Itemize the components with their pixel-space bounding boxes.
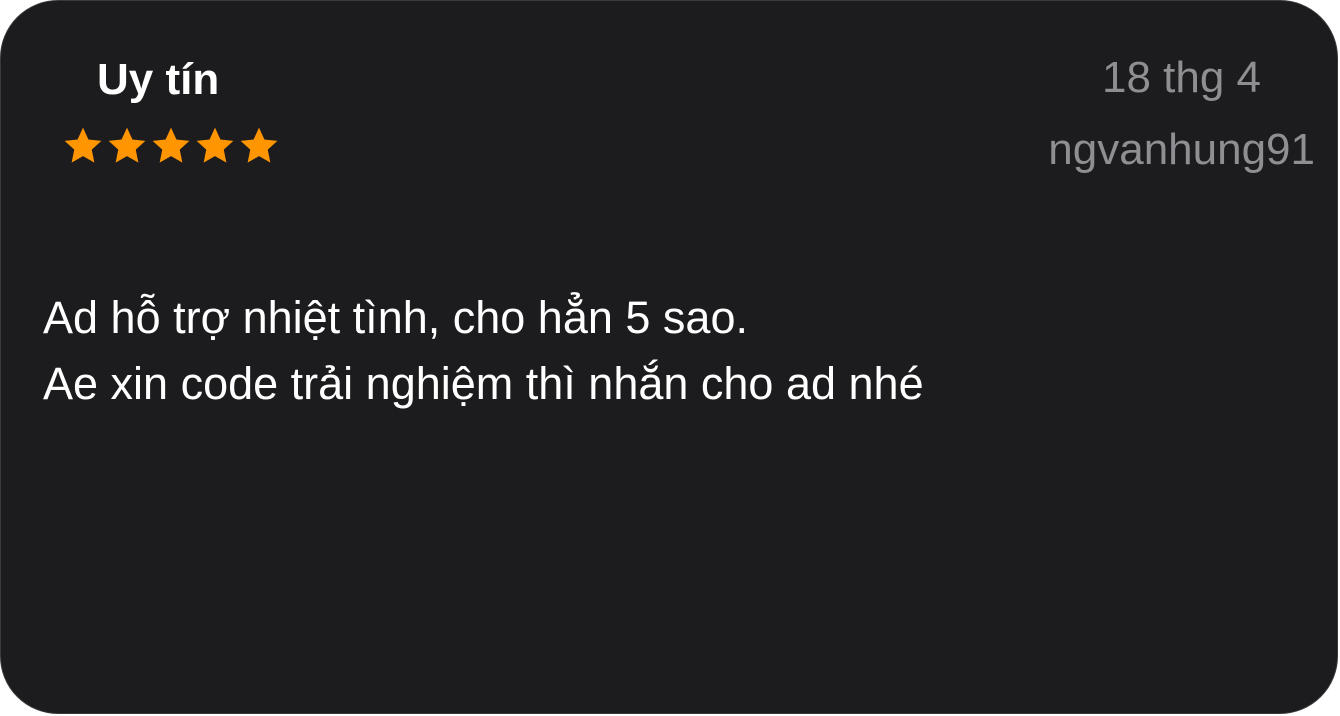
star-icon [194, 125, 236, 167]
review-title: Uy tín [97, 55, 220, 104]
star-icon [62, 125, 104, 167]
star-rating [62, 125, 280, 167]
star-icon [106, 125, 148, 167]
review-date: 18 thg 4 [1101, 53, 1261, 102]
review-author: ngvanhung91 [1048, 125, 1315, 174]
review-body-line: Ad hỗ trợ nhiệt tình, cho hẳn 5 sao. [43, 292, 748, 343]
review-body [43, 285, 1283, 417]
star-icon [150, 125, 192, 167]
star-icon [238, 125, 280, 167]
review-body-line: Ae xin code trải nghiệm thì nhắn cho ad nhé [43, 358, 924, 409]
